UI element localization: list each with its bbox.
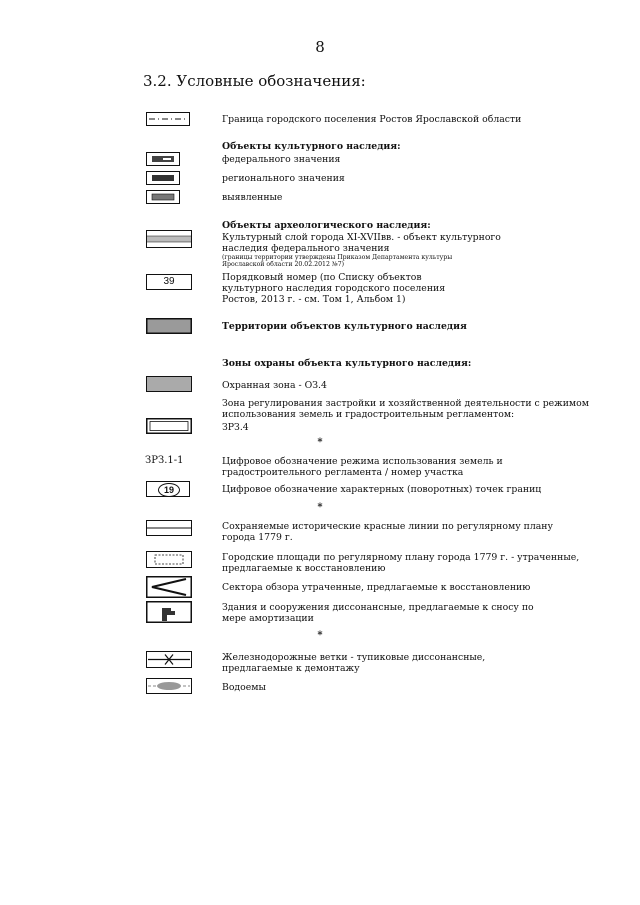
points-desc: Цифровое обозначение характерных (поворотных) точек границ [222,484,542,495]
federal-label: федерального значения [222,154,341,165]
protection-zone-label: Охранная зона - ОЗ.4 [222,380,327,391]
zones-heading: Зоны охраны объекта культурного наследия: [222,358,472,369]
regional-symbol [146,171,180,185]
separator-star-3: * [317,630,323,641]
red-lines-line1: Сохраняемые исторические красные линии по регулярному плану [222,521,553,532]
dissonant-line1: Здания и сооружения диссонансные, предлагаемые к сносу по [222,602,534,613]
squares-line1: Городские площади по регулярному плану города 1779 г. - утраченные, [222,552,580,563]
ordinal-line1: Порядковый номер (по Списку объектов [222,272,422,283]
regulation-line2: использования земель и градостроительным регламентом: [222,409,515,420]
dissonant-symbol [146,601,192,623]
zrz-symbol [146,418,192,434]
territories-symbol [146,318,192,334]
water-symbol [146,678,192,694]
squares-symbol [146,551,192,568]
archaeology-symbol [146,230,192,248]
page-number: 8 [315,38,325,56]
identified-symbol [146,190,180,204]
ordinal-line2: культурного наследия городского поселения [222,283,446,294]
circle-number-frame [146,481,190,497]
railway-line2: предлагаемые к демонтажу [222,663,360,674]
archaeology-heading: Объекты археологического наследия: [222,220,431,231]
boundary-symbol [146,112,190,126]
archaeology-line2: наследия федерального значения [222,243,390,254]
red-lines-line2: города 1779 г. [222,532,293,543]
regional-label: регионального значения [222,173,345,184]
code-label: ЗРЗ.1-1 [145,455,184,466]
railway-line1: Железнодорожные ветки - тупиковые диссонансные, [222,652,486,663]
circle-number-symbol: 19 [158,483,180,497]
federal-symbol [146,152,180,166]
dissonant-line2: мере амортизации [222,613,314,624]
red-lines-symbol [146,520,192,536]
separator-star-1: * [317,437,323,448]
water-label: Водоемы [222,682,266,693]
squares-line2: предлагаемые к восстановлению [222,563,386,574]
regulation-line1: Зона регулирования застройки и хозяйственной деятельности с режимом [222,398,589,409]
zrz-label: ЗРЗ.4 [222,422,249,433]
railway-symbol [146,651,192,668]
sectors-symbol [146,576,192,598]
boundary-label: Граница городского поселения Ростов Ярославской области [222,114,522,125]
archaeology-note1: (границы территории утверждены Приказом Департамента культуры [222,254,453,261]
protection-zone-symbol [146,376,192,392]
territories-label: Территории объектов культурного наследия [222,321,467,332]
ordinal-line3: Ростов, 2013 г. - см. Том 1, Альбом 1) [222,294,406,305]
section-title: 3.2. Условные обозначения: [143,72,366,90]
archaeology-line1: Культурный слой города XI-XVIIвв. - объект культурного [222,232,501,243]
identified-label: выявленные [222,192,283,203]
separator-star-2: * [317,502,323,513]
archaeology-note2: Ярославской области 20.02.2012 №7) [222,261,345,268]
code-desc-line1: Цифровое обозначение режима использования земель и [222,456,503,467]
code-desc-line2: градостроительного регламента / номер участка [222,467,464,478]
cultural-heading: Объекты культурного наследия: [222,141,401,152]
number-box-symbol: 39 [146,274,192,290]
sectors-label: Сектора обзора утраченные, предлагаемые к восстановлению [222,582,531,593]
